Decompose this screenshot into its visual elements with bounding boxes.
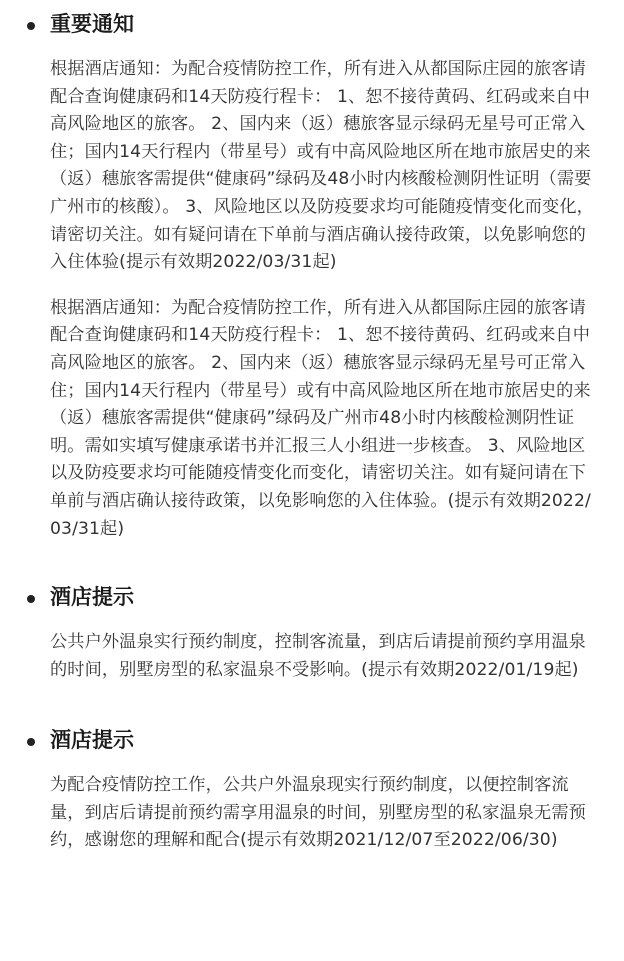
- notice-paragraph: 为配合疫情防控工作，公共户外温泉现实行预约制度，以便控制客流量，到店后请提前预约需享用温泉的时间，别墅房型的私家温泉无需预约，感谢您的理解和配合(提示有效期2021/12/07至2022/06/30): [50, 775, 586, 851]
- section-header: [0, 716, 624, 772]
- section-header: [0, 0, 624, 56]
- section-title: 酒店提示: [50, 728, 134, 753]
- section-title: 酒店提示: [50, 585, 134, 610]
- section-title: 重要通知: [50, 12, 134, 36]
- notice-section-hotel-tip: [0, 573, 624, 684]
- bullet-dot-icon: [27, 595, 35, 603]
- notice-paragraph: 根据酒店通知：为配合疫情防控工作，所有进入从都国际庄园的旅客请配合查询健康码和14天防疫行程卡： 1、恕不接待黄码、红码或来自中高风险地区的旅客。 2、国内来（返）穗旅客显示绿码无星号可正常入住；国内14天行程内（带星号）或有中高风险地区所在地市旅居史的来（返）穗旅客需提供“健康码”绿码及48小时内核酸检测阴性证明（需要广州市的核酸）。 3、风险地区以及防疫要求均可能随疫情变化而变化，请密切关注。如有疑问请在下单前与酒店确认接待政策，以免影响您的入住体验(提示有效期2022/03/31起): [50, 59, 594, 273]
- notice-paragraph: 公共户外温泉实行预约制度，控制客流量，到店后请提前预约享用温泉的时间，别墅房型的私家温泉不受影响。(提示有效期2022/01/19起): [50, 632, 586, 680]
- bullet-dot-icon: [27, 738, 35, 746]
- section-header: [0, 573, 624, 629]
- notice-section-hotel-tip: [0, 716, 624, 855]
- bullet-dot-icon: [27, 22, 35, 30]
- notice-paragraph: 根据酒店通知：为配合疫情防控工作，所有进入从都国际庄园的旅客请配合查询健康码和14天防疫行程卡： 1、恕不接待黄码、红码或来自中高风险地区的旅客。 2、国内来（返）穗旅客显示绿码无星号可正常入住；国内14天行程内（带星号）或有中高风险地区所在地市旅居史的来（返）穗旅客需提供“健康码”绿码及广州市48小时内核酸检测阴性证明。需如实填写健康承诺书并汇报三人小组进一步核查。 3、风险地区以及防疫要求均可能随疫情变化而变化，请密切关注。如有疑问请在下单前与酒店确认接待政策，以免影响您的入住体验。(提示有效期2022/03/31起): [50, 297, 591, 539]
